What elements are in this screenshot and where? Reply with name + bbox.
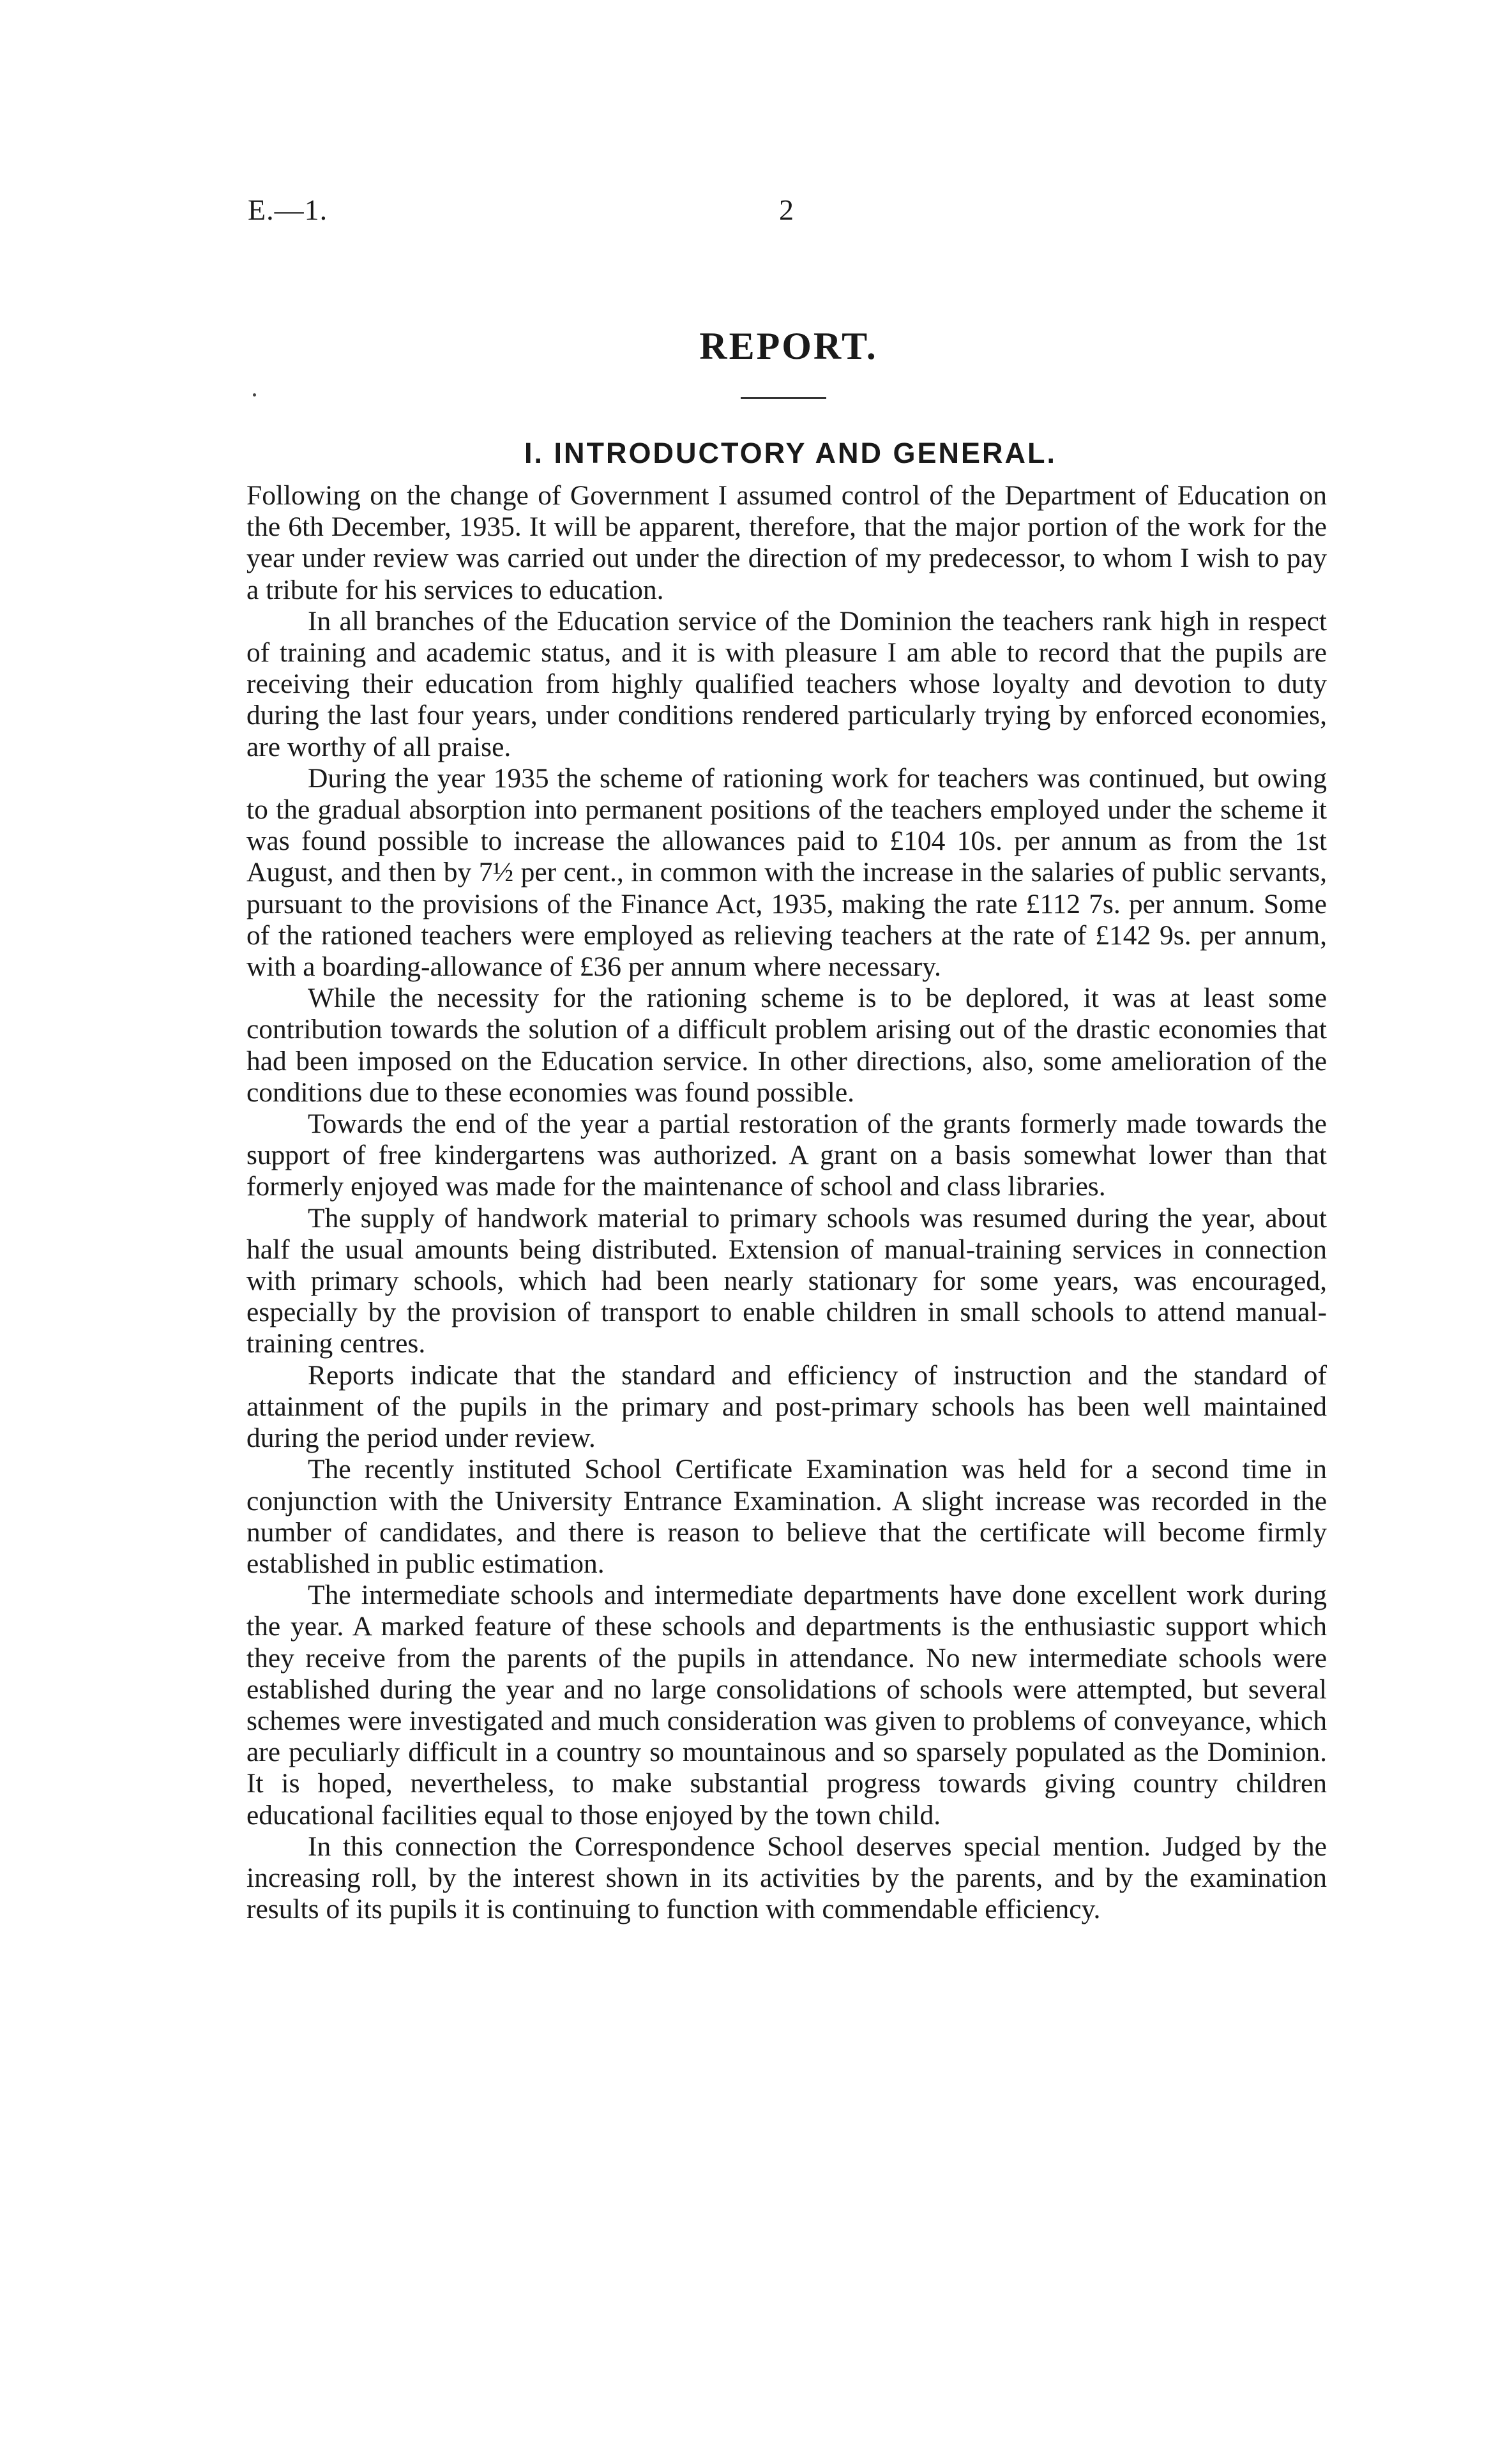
document-reference: E.—1. [248, 193, 328, 226]
paragraph-standards: Reports indicate that the standard and efficiency of instruction and the standard of attainment of the pupils in the primary and post-primary schools has been well maintained during the period under review. [246, 1359, 1327, 1454]
paragraph-rationing-scheme: During the year 1935 the scheme of rationing work for teachers was continued, but owing to the gradual absorption into permanent positions of the teachers employed under the scheme it was found possible to increase the allowances paid to £104 10s. per annum as from the 1st August, and then by 7½ per cent., in common with the increase in the salaries of public servants, pursuant to the provisions of the Finance Act, 1935, making the rate £112 7s. per annum. Some of the rationed teachers were employed as relieving teachers at the rate of £142 9s. per annum, with a boarding-allowance of £36 per annum where necessary. [246, 762, 1327, 983]
page-number: 2 [779, 193, 794, 226]
report-body [246, 480, 1327, 1925]
paragraph-rationing-necessity: While the necessity for the rationing scheme is to be deplored, it was at least some contribution towards the solution of a difficult problem arising out of the drastic economies that had been imposed on the Education service. In other directions, also, some amelioration of the conditions due to these economies was found possible. [246, 983, 1327, 1108]
paragraph-grants-restoration: Towards the end of the year a partial restoration of the grants formerly made towards the support of free kindergartens was authorized. A grant on a basis somewhat lower than that formerly enjoyed was made for the maintenance of school and class libraries. [246, 1108, 1327, 1202]
print-speck [253, 393, 256, 397]
paragraph-intermediate-schools: The intermediate schools and intermediate departments have done excellent work during the year. A marked feature of these schools and departments is the enthusiastic support which they receive from the parents of the pupils in attendance. No new intermediate schools were established during the year and no large consolidations of schools were attempted, but several schemes were investigated and much consideration was given to problems of conveyance, which are peculiarly difficult in a country so mountainous and so sparsely populated as the Dominion. It is hoped, nevertheless, to make substantial progress towards giving country children educational facilities equal to those enjoyed by the town child. [246, 1580, 1327, 1831]
paragraph-handwork-material: The supply of handwork material to primary schools was resumed during the year, about half the usual amounts being distributed. Extension of manual-training services in connection with primary schools, which had been nearly stationary for some years, was encouraged, especially by the provision of transport to enable children in small schools to attend manual-training centres. [246, 1202, 1327, 1359]
report-title: REPORT. [699, 325, 878, 367]
paragraph-school-certificate: The recently instituted School Certificate Examination was held for a second time in conjunction with the University Entrance Examination. A slight increase was recorded in the number of candidates, and there is reason to believe that the certificate will become firmly established in public estimation. [246, 1454, 1327, 1579]
paragraph-following-on: Following on the change of Government I assumed control of the Department of Education on the 6th December, 1935. It will be apparent, therefore, that the major portion of the work for the year under review was carried out under the direction of my predecessor, to whom I wish to pay a tribute for his services to education. [246, 480, 1327, 605]
section-heading: I. INTRODUCTORY AND GENERAL. [524, 437, 1057, 469]
title-divider [741, 397, 826, 399]
paragraph-teachers: In all branches of the Education service of the Dominion the teachers rank high in respect of training and academic status, and it is with pleasure I am able to record that the pupils are receiving their education from highly qualified teachers whose loyalty and devotion to duty during the last four years, under conditions rendered particularly trying by enforced economies, are worthy of all praise. [246, 605, 1327, 762]
paragraph-correspondence-school: In this connection the Correspondence School deserves special mention. Judged by the increasing roll, by the interest shown in its activities by the parents, and by the examination results of its pupils it is continuing to function with commendable efficiency. [246, 1831, 1327, 1925]
